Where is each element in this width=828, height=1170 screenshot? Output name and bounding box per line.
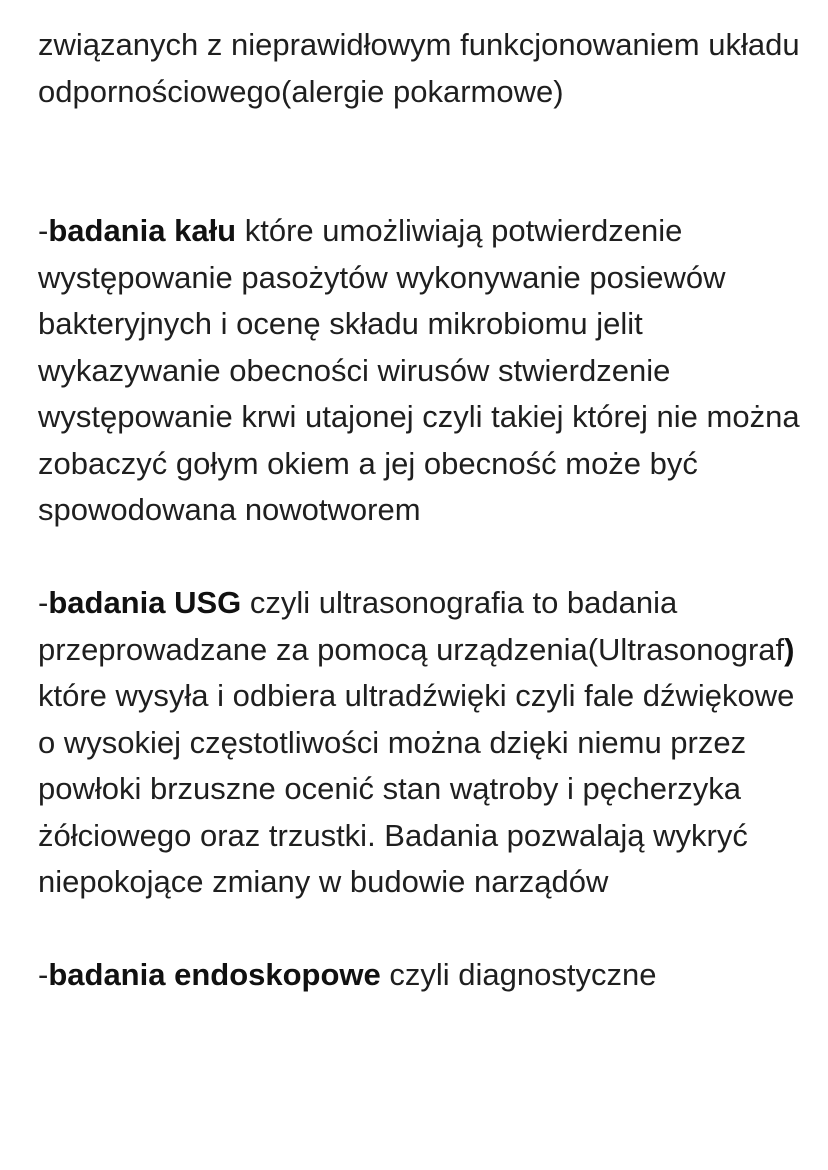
paragraph-intro-continuation — [38, 22, 808, 115]
paragraph-text: czyli diagnostyczne — [380, 957, 657, 992]
paragraph-usg-tests — [38, 580, 808, 906]
paragraph-gap — [38, 534, 808, 581]
paragraph-text: które umożliwiają potwierdzenie występowanie pasożytów wykonywanie posiewów bakteryjnych i ocenę składu mikrobiomu jelit wykazywanie obecności wirusów stwierdzenie występowanie krwi utajonej czyli takiej której nie można zobaczyć gołym okiem a jej obecność może być spowodowana nowotworem — [38, 213, 800, 527]
list-dash: - — [38, 585, 49, 620]
paragraph-endoscopy-tests — [38, 952, 808, 999]
paragraph-stool-tests — [38, 208, 808, 534]
list-dash: - — [38, 957, 49, 992]
note-body — [38, 22, 808, 999]
paragraph-gap — [38, 906, 808, 953]
bold-term: badania kału — [48, 213, 237, 248]
bold-parenthesis: ) — [784, 631, 795, 667]
bold-term: badania endoskopowe — [48, 957, 381, 992]
paragraph-text: czyli ultrasonografia to badania przeprowadzane za pomocą urządzenia(Ultrasonograf — [38, 585, 785, 667]
list-dash: - — [38, 213, 49, 248]
bold-term: badania USG — [48, 585, 242, 620]
paragraph-text: związanych z nieprawidłowym funkcjonowaniem układu odpornościowego(alergie pokarmowe) — [38, 27, 800, 109]
paragraph-gap — [38, 115, 808, 208]
paragraph-text-continued: które wysyła i odbiera ultradźwięki czyli fale dźwiękowe o wysokiej częstotliwości można dzięki niemu przez powłoki brzuszne ocenić stan wątroby i pęcherzyka żółciowego oraz trzustki. Badania pozwalają wykryć niepokojące zmiany w budowie narządów — [38, 678, 795, 899]
